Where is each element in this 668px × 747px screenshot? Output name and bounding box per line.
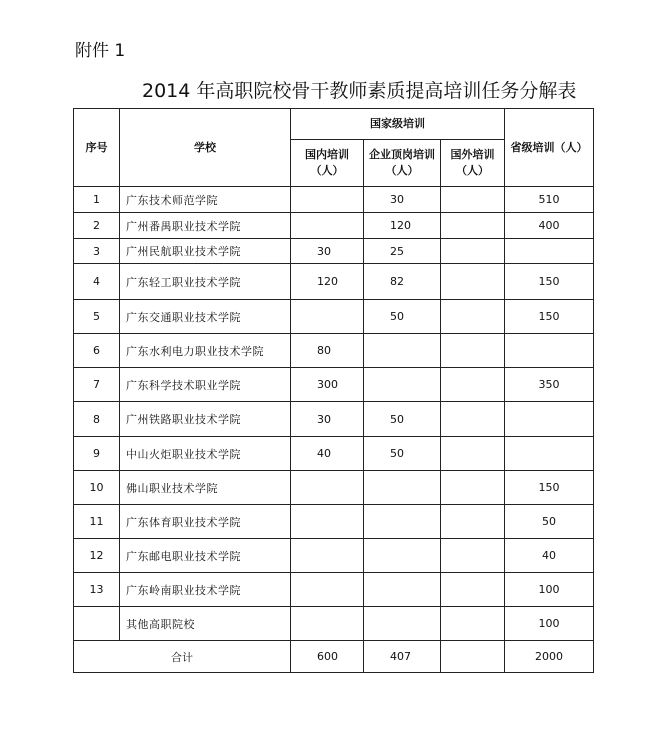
- row-enterprise: [364, 539, 441, 573]
- row-provincial: 150: [505, 264, 594, 300]
- row-provincial: [505, 437, 594, 471]
- row-domestic: [291, 573, 364, 607]
- row-domestic: [291, 213, 364, 239]
- table-row: [74, 213, 594, 239]
- header-domestic: 国内培训（人）: [291, 140, 364, 187]
- row-seq: 11: [74, 505, 120, 539]
- row-school: 广州番禺职业技术学院: [120, 213, 291, 239]
- row-domestic: 80: [291, 334, 364, 368]
- total-enterprise: 407: [364, 641, 441, 673]
- row-provincial: 50: [505, 505, 594, 539]
- table-header: [74, 109, 594, 187]
- table-row: [74, 187, 594, 213]
- header-provincial: 省级培训（人）: [505, 109, 594, 187]
- row-school: 广东岭南职业技术学院: [120, 573, 291, 607]
- row-school: 广东轻工职业技术学院: [120, 264, 291, 300]
- row-provincial: 150: [505, 471, 594, 505]
- row-school: 中山火炬职业技术学院: [120, 437, 291, 471]
- total-overseas: [441, 641, 505, 673]
- row-enterprise: [364, 334, 441, 368]
- row-school: 广东水利电力职业技术学院: [120, 334, 291, 368]
- row-overseas: [441, 239, 505, 264]
- row-seq: 13: [74, 573, 120, 607]
- row-provincial: [505, 334, 594, 368]
- table-row: [74, 437, 594, 471]
- row-seq: 12: [74, 539, 120, 573]
- row-seq: 7: [74, 368, 120, 402]
- document-title: 2014 年高职院校骨干教师素质提高培训任务分解表: [142, 80, 577, 102]
- row-provincial: 510: [505, 187, 594, 213]
- row-domestic: 30: [291, 402, 364, 437]
- row-domestic: 300: [291, 368, 364, 402]
- row-domestic: [291, 300, 364, 334]
- row-enterprise: [364, 505, 441, 539]
- row-overseas: [441, 368, 505, 402]
- row-domestic: [291, 187, 364, 213]
- row-enterprise: [364, 607, 441, 641]
- row-school: 广东科学技术职业学院: [120, 368, 291, 402]
- row-enterprise: [364, 573, 441, 607]
- row-enterprise: [364, 368, 441, 402]
- row-school: 广东技术师范学院: [120, 187, 291, 213]
- table-row: [74, 505, 594, 539]
- table-row: [74, 264, 594, 300]
- header-seq: 序号: [74, 109, 120, 187]
- row-school: 广州铁路职业技术学院: [120, 402, 291, 437]
- row-domestic: [291, 539, 364, 573]
- row-domestic: 30: [291, 239, 364, 264]
- table-body: [74, 187, 594, 673]
- row-school: 广东体育职业技术学院: [120, 505, 291, 539]
- row-domestic: [291, 505, 364, 539]
- row-overseas: [441, 607, 505, 641]
- row-enterprise: 82: [364, 264, 441, 300]
- row-seq: [74, 607, 120, 641]
- row-overseas: [441, 539, 505, 573]
- task-table: [73, 108, 594, 673]
- row-overseas: [441, 505, 505, 539]
- row-enterprise: 50: [364, 402, 441, 437]
- table-row: [74, 607, 594, 641]
- row-provincial: 150: [505, 300, 594, 334]
- row-school: 广州民航职业技术学院: [120, 239, 291, 264]
- row-overseas: [441, 213, 505, 239]
- row-seq: 3: [74, 239, 120, 264]
- header-overseas: 国外培训（人）: [441, 140, 505, 187]
- total-provincial: 2000: [505, 641, 594, 673]
- row-seq: 10: [74, 471, 120, 505]
- row-enterprise: 25: [364, 239, 441, 264]
- row-overseas: [441, 334, 505, 368]
- total-row: [74, 641, 594, 673]
- row-enterprise: 120: [364, 213, 441, 239]
- row-provincial: 350: [505, 368, 594, 402]
- row-overseas: [441, 300, 505, 334]
- row-seq: 5: [74, 300, 120, 334]
- header-enterprise: 企业顶岗培训（人）: [364, 140, 441, 187]
- row-provincial: 400: [505, 213, 594, 239]
- row-school: 广东交通职业技术学院: [120, 300, 291, 334]
- row-domestic: 40: [291, 437, 364, 471]
- row-provincial: 40: [505, 539, 594, 573]
- header-school: 学校: [120, 109, 291, 187]
- total-label: 合计: [74, 641, 291, 673]
- row-provincial: [505, 402, 594, 437]
- table-row: [74, 334, 594, 368]
- row-overseas: [441, 471, 505, 505]
- attachment-label: 附件 1: [75, 41, 126, 61]
- table-row: [74, 368, 594, 402]
- row-overseas: [441, 187, 505, 213]
- row-domestic: 120: [291, 264, 364, 300]
- row-seq: 2: [74, 213, 120, 239]
- row-enterprise: [364, 471, 441, 505]
- row-overseas: [441, 402, 505, 437]
- row-provincial: 100: [505, 607, 594, 641]
- row-enterprise: 50: [364, 437, 441, 471]
- total-domestic: 600: [291, 641, 364, 673]
- table-row: [74, 239, 594, 264]
- row-seq: 6: [74, 334, 120, 368]
- row-provincial: 100: [505, 573, 594, 607]
- row-school: 其他高职院校: [120, 607, 291, 641]
- table-row: [74, 539, 594, 573]
- table-row: [74, 471, 594, 505]
- row-school: 广东邮电职业技术学院: [120, 539, 291, 573]
- row-seq: 8: [74, 402, 120, 437]
- table-row: [74, 300, 594, 334]
- row-seq: 4: [74, 264, 120, 300]
- row-seq: 1: [74, 187, 120, 213]
- row-overseas: [441, 573, 505, 607]
- row-school: 佛山职业技术学院: [120, 471, 291, 505]
- row-overseas: [441, 264, 505, 300]
- row-enterprise: 50: [364, 300, 441, 334]
- table-row: [74, 573, 594, 607]
- row-provincial: [505, 239, 594, 264]
- row-domestic: [291, 607, 364, 641]
- table-row: [74, 402, 594, 437]
- row-overseas: [441, 437, 505, 471]
- row-enterprise: 30: [364, 187, 441, 213]
- row-seq: 9: [74, 437, 120, 471]
- header-national-group: 国家级培训: [291, 109, 505, 140]
- row-domestic: [291, 471, 364, 505]
